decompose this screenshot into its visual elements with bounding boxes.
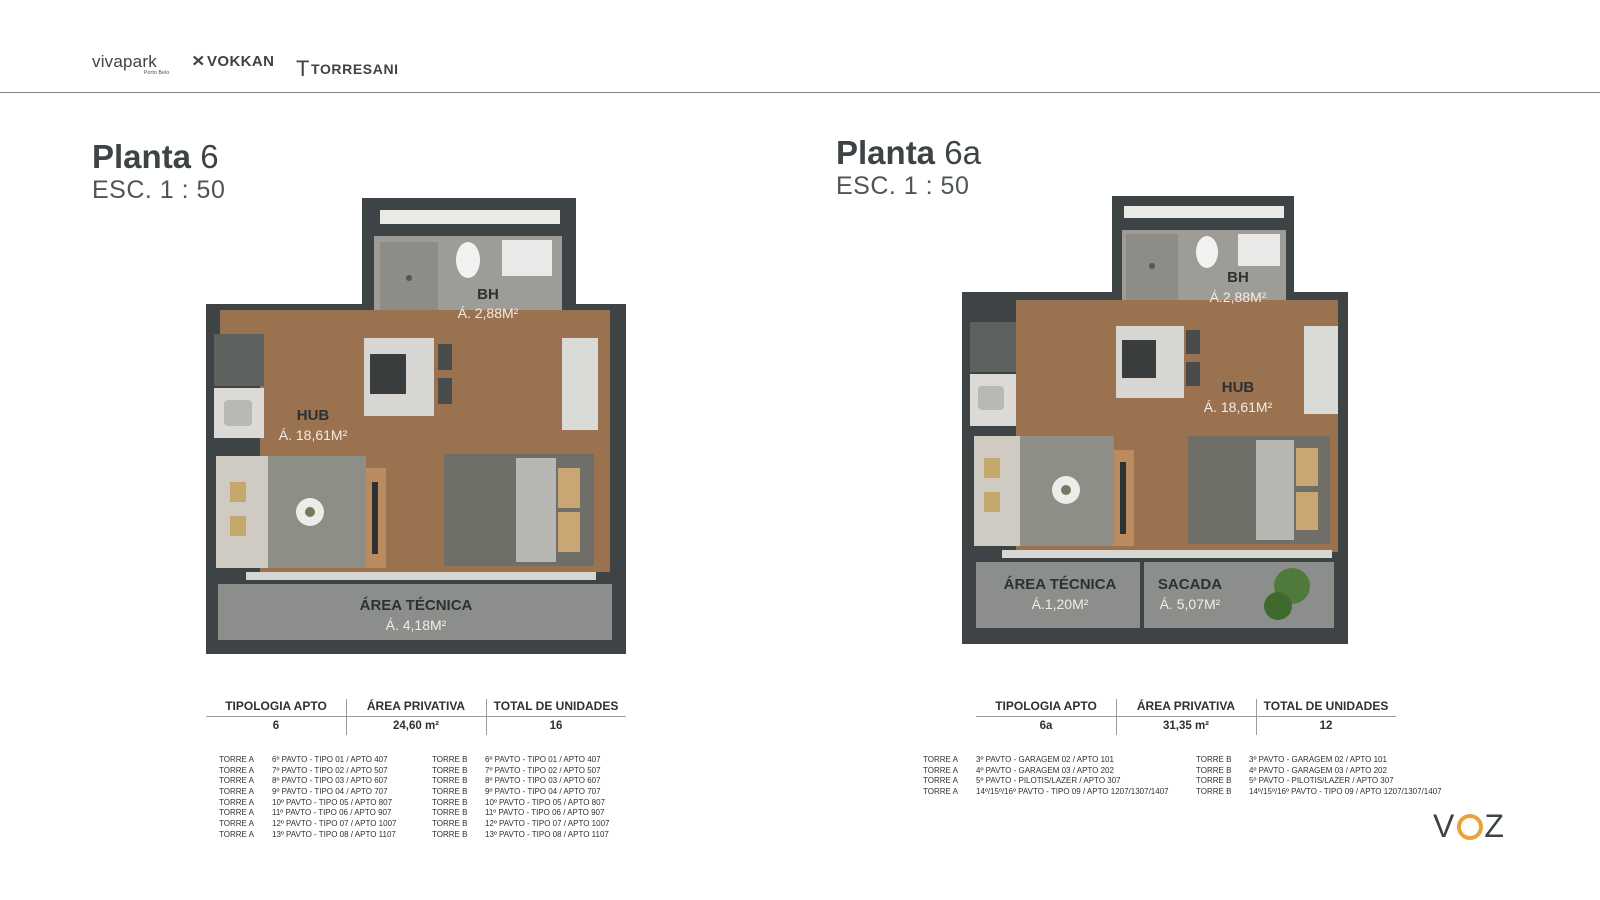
unit-torre: TORRE B bbox=[1196, 755, 1232, 764]
unit-torre: TORRE B bbox=[1196, 765, 1232, 775]
plan-6a-sink-basin-icon bbox=[978, 386, 1004, 410]
plan-6a-cushion bbox=[984, 492, 1000, 512]
plan-6a-pillow bbox=[1296, 492, 1318, 530]
plan-6a-title bbox=[836, 134, 981, 172]
plan-6-title bbox=[92, 138, 219, 176]
unit-torre: TORRE B bbox=[432, 797, 468, 807]
unit-torre: TORRE B bbox=[432, 776, 468, 786]
plan-6a-tec-label: ÁREA TÉCNICA bbox=[1003, 576, 1117, 593]
plan-6-cooktop-icon bbox=[370, 354, 406, 394]
list-item bbox=[923, 755, 1193, 766]
plan-6a-title-number: 6a bbox=[944, 134, 981, 171]
plan-6-tec-label: ÁREA TÉCNICA bbox=[359, 597, 473, 614]
page-header bbox=[0, 0, 1600, 93]
plan-6a-plant-icon bbox=[1061, 485, 1071, 495]
plan-6-summary-table bbox=[206, 699, 626, 735]
table-value-total: 16 bbox=[549, 720, 563, 732]
plan-6-pillow bbox=[558, 512, 580, 552]
unit-desc: 10º PAVTO - TIPO 05 / APTO 807 bbox=[272, 797, 393, 807]
list-item bbox=[432, 755, 632, 766]
plan-6a-pillow bbox=[1296, 448, 1318, 486]
unit-torre: TORRE A bbox=[923, 787, 958, 797]
table-header-total: TOTAL DE UNIDADES bbox=[493, 699, 619, 713]
list-item bbox=[219, 808, 419, 819]
plan-6a-floorplan bbox=[962, 196, 1348, 644]
table-header-tipologia: TIPOLOGIA APTO bbox=[225, 699, 327, 713]
unit-torre: TORRE A bbox=[219, 765, 254, 775]
vokkan-logo bbox=[192, 52, 274, 70]
plan-6a-sink-icon bbox=[1238, 234, 1280, 266]
unit-torre: TORRE B bbox=[432, 819, 468, 829]
list-item bbox=[923, 787, 1193, 798]
table-divider bbox=[976, 716, 1396, 717]
unit-torre: TORRE A bbox=[219, 787, 254, 797]
list-item bbox=[432, 766, 632, 777]
unit-torre: TORRE A bbox=[923, 765, 958, 775]
vokkan-logo-text: VOKKAN bbox=[206, 53, 275, 70]
plan-6a-scale: ESC. 1 : 50 bbox=[836, 172, 970, 200]
plan-6a-fridge bbox=[970, 322, 1016, 372]
unit-desc: 3º PAVTO - GARAGEM 02 / APTO 101 bbox=[976, 755, 1114, 764]
plan-6-tec-area: Á. 4,18M² bbox=[385, 617, 447, 633]
unit-desc: 11º PAVTO - TIPO 06 / APTO 907 bbox=[485, 808, 605, 818]
list-item bbox=[432, 808, 632, 819]
voz-logo-v: V bbox=[1433, 808, 1457, 844]
unit-desc: 7º PAVTO - TIPO 02 / APTO 507 bbox=[272, 765, 388, 775]
list-item bbox=[432, 787, 632, 798]
plan-6-units-torre-b bbox=[432, 755, 632, 841]
unit-torre: TORRE B bbox=[1196, 776, 1232, 786]
plan-6a-stool bbox=[1186, 330, 1200, 354]
list-item bbox=[1196, 787, 1466, 798]
vivapark-logo-text: vivapark bbox=[92, 52, 157, 71]
plan-6a-sacada-area: Á. 5,07M² bbox=[1159, 596, 1221, 612]
unit-torre: TORRE B bbox=[432, 787, 468, 797]
plan-6-cushion bbox=[230, 482, 246, 502]
unit-desc: 6º PAVTO - TIPO 01 / APTO 407 bbox=[272, 755, 388, 764]
voz-logo-ring-icon bbox=[1457, 814, 1483, 840]
list-item bbox=[219, 798, 419, 809]
table-header-total: TOTAL DE UNIDADES bbox=[1263, 699, 1389, 713]
list-item bbox=[432, 798, 632, 809]
table-value-area: 31,35 m² bbox=[1162, 720, 1210, 732]
unit-desc: 10º PAVTO - TIPO 05 / APTO 807 bbox=[485, 797, 606, 807]
plan-6a-balcony-rail bbox=[1002, 550, 1332, 558]
plan-6-floorplan bbox=[206, 198, 626, 654]
unit-torre: TORRE A bbox=[219, 808, 254, 818]
plan-6-title-bold: Planta bbox=[92, 138, 192, 175]
unit-torre: TORRE A bbox=[219, 819, 254, 829]
unit-desc: 5º PAVTO - PILOTIS/LAZER / APTO 307 bbox=[1249, 776, 1394, 786]
unit-desc: 3º PAVTO - GARAGEM 02 / APTO 101 bbox=[1249, 755, 1387, 764]
unit-desc: 12º PAVTO - TIPO 07 / APTO 1007 bbox=[272, 819, 397, 829]
plan-6-bed-sheet bbox=[516, 458, 556, 562]
plan-6-window-strip bbox=[380, 210, 560, 224]
plan-6a-radiator bbox=[1304, 326, 1338, 414]
unit-desc: 8º PAVTO - TIPO 03 / APTO 607 bbox=[485, 776, 601, 786]
plan-6a-shower bbox=[1126, 234, 1178, 310]
table-value-area: 24,60 m² bbox=[392, 720, 440, 732]
plan-6a-shower-drain-icon bbox=[1149, 263, 1155, 269]
unit-desc: 13º PAVTO - TIPO 08 / APTO 1107 bbox=[485, 829, 609, 839]
plan-6-stool bbox=[438, 344, 452, 370]
plan-6-stool bbox=[438, 378, 452, 404]
list-item bbox=[219, 755, 419, 766]
vokkan-mark-icon: ✕ bbox=[191, 53, 206, 70]
list-item bbox=[1196, 766, 1466, 777]
list-item bbox=[923, 766, 1193, 777]
unit-torre: TORRE A bbox=[219, 829, 254, 839]
plan-6a-window-strip bbox=[1124, 206, 1284, 218]
table-header-area: ÁREA PRIVATIVA bbox=[366, 699, 466, 713]
plan-6-shower-drain-icon bbox=[406, 275, 412, 281]
unit-torre: TORRE A bbox=[219, 755, 254, 764]
torresani-logo-text: TORRESANI bbox=[311, 61, 399, 77]
plan-6-hub-label: HUB bbox=[296, 407, 330, 424]
plan-6-tv-icon bbox=[372, 482, 378, 554]
plan-6-cushion bbox=[230, 516, 246, 536]
unit-desc: 14º/15º/16º PAVTO - TIPO 09 / APTO 1207/1307/1407 bbox=[976, 787, 1169, 797]
unit-torre: TORRE B bbox=[432, 829, 468, 839]
unit-torre: TORRE B bbox=[432, 765, 468, 775]
plan-6a-tec-area: Á.1,20M² bbox=[1031, 596, 1089, 612]
unit-desc: 5º PAVTO - PILOTIS/LAZER / APTO 307 bbox=[976, 776, 1121, 786]
unit-torre: TORRE A bbox=[219, 776, 254, 786]
unit-desc: 9º PAVTO - TIPO 04 / APTO 707 bbox=[272, 787, 388, 797]
torresani-logo bbox=[296, 54, 399, 80]
list-item bbox=[923, 776, 1193, 787]
vivapark-logo bbox=[92, 52, 170, 76]
unit-torre: TORRE B bbox=[432, 755, 468, 764]
list-item bbox=[219, 830, 419, 841]
plan-6-entry-floor bbox=[220, 310, 264, 334]
vivapark-logo-subtext: Porto Belo bbox=[144, 70, 170, 76]
list-item bbox=[219, 787, 419, 798]
plan-6-sink-icon bbox=[502, 240, 552, 276]
table-header-area: ÁREA PRIVATIVA bbox=[1136, 699, 1236, 713]
list-item bbox=[1196, 755, 1466, 766]
plan-6a-plant-icon bbox=[1264, 592, 1292, 620]
plan-6a-toilet-icon bbox=[1196, 236, 1218, 268]
plan-6-pillow bbox=[558, 468, 580, 508]
plan-6a-bed-sheet bbox=[1256, 440, 1294, 540]
unit-desc: 14º/15º/16º PAVTO - TIPO 09 / APTO 1207/1307/1407 bbox=[1249, 787, 1442, 797]
plan-6-radiator bbox=[562, 338, 598, 430]
plan-6a-hub-area: Á. 18,61M² bbox=[1203, 399, 1273, 415]
plan-6-bh-area: Á. 2,88M² bbox=[457, 305, 519, 321]
plan-6a-bh-area: Á.2,88M² bbox=[1209, 289, 1267, 305]
plan-6a-summary-table bbox=[976, 699, 1396, 735]
unit-torre: TORRE A bbox=[219, 797, 254, 807]
plan-6a-bh-label: BH bbox=[1227, 269, 1249, 286]
unit-desc: 7º PAVTO - TIPO 02 / APTO 507 bbox=[485, 765, 601, 775]
list-item bbox=[432, 830, 632, 841]
list-item bbox=[432, 819, 632, 830]
unit-desc: 13º PAVTO - TIPO 08 / APTO 1107 bbox=[272, 829, 396, 839]
plan-6-sofa bbox=[216, 456, 268, 568]
table-divider bbox=[206, 716, 626, 717]
unit-torre: TORRE A bbox=[923, 755, 958, 764]
list-item bbox=[219, 766, 419, 777]
unit-desc: 6º PAVTO - TIPO 01 / APTO 407 bbox=[485, 755, 601, 764]
plan-6a-units-torre-b bbox=[1196, 755, 1466, 798]
voz-logo bbox=[1433, 808, 1506, 845]
plan-6a-cushion bbox=[984, 458, 1000, 478]
plan-6a-area-tecnica-floor bbox=[976, 562, 1140, 628]
list-item bbox=[219, 776, 419, 787]
list-item bbox=[432, 776, 632, 787]
plan-6a-title-bold: Planta bbox=[836, 134, 936, 171]
unit-desc: 11º PAVTO - TIPO 06 / APTO 907 bbox=[272, 808, 392, 818]
table-value-tipologia: 6 bbox=[272, 720, 280, 732]
table-value-tipologia: 6a bbox=[1039, 720, 1053, 732]
list-item bbox=[219, 819, 419, 830]
plan-6a-cooktop-icon bbox=[1122, 340, 1156, 378]
unit-desc: 4º PAVTO - GARAGEM 03 / APTO 202 bbox=[1249, 765, 1387, 775]
plan-6a-sacada-label: SACADA bbox=[1157, 576, 1223, 593]
plan-6-scale: ESC. 1 : 50 bbox=[92, 176, 226, 204]
unit-desc: 12º PAVTO - TIPO 07 / APTO 1007 bbox=[485, 819, 610, 829]
plan-6a-units-torre-a bbox=[923, 755, 1193, 798]
unit-desc: 9º PAVTO - TIPO 04 / APTO 707 bbox=[485, 787, 601, 797]
plan-6a-sofa bbox=[974, 436, 1020, 546]
plan-6-toilet-icon bbox=[456, 242, 480, 278]
unit-torre: TORRE B bbox=[1196, 787, 1232, 797]
unit-torre: TORRE B bbox=[432, 808, 468, 818]
plan-6-plant-icon bbox=[305, 507, 315, 517]
plan-6-units-torre-a bbox=[219, 755, 419, 841]
plan-6-bh-label: BH bbox=[477, 286, 499, 303]
plan-6-title-number: 6 bbox=[200, 138, 219, 175]
plan-6-sink-basin-icon bbox=[224, 400, 252, 426]
unit-desc: 8º PAVTO - TIPO 03 / APTO 607 bbox=[272, 776, 388, 786]
voz-logo-z: Z bbox=[1484, 808, 1506, 844]
plan-6a-stool bbox=[1186, 362, 1200, 386]
plan-6a-tv-icon bbox=[1120, 462, 1126, 534]
plan-6a-hub-label: HUB bbox=[1221, 379, 1255, 396]
unit-desc: 4º PAVTO - GARAGEM 03 / APTO 202 bbox=[976, 765, 1114, 775]
table-value-total: 12 bbox=[1319, 720, 1333, 732]
plan-6-hub-area: Á. 18,61M² bbox=[278, 427, 348, 443]
plan-6-fridge bbox=[214, 334, 264, 386]
table-header-tipologia: TIPOLOGIA APTO bbox=[995, 699, 1097, 713]
torresani-mark-icon: T bbox=[296, 56, 311, 81]
unit-torre: TORRE A bbox=[923, 776, 958, 786]
list-item bbox=[1196, 776, 1466, 787]
plan-6-balcony-rail bbox=[246, 572, 596, 580]
